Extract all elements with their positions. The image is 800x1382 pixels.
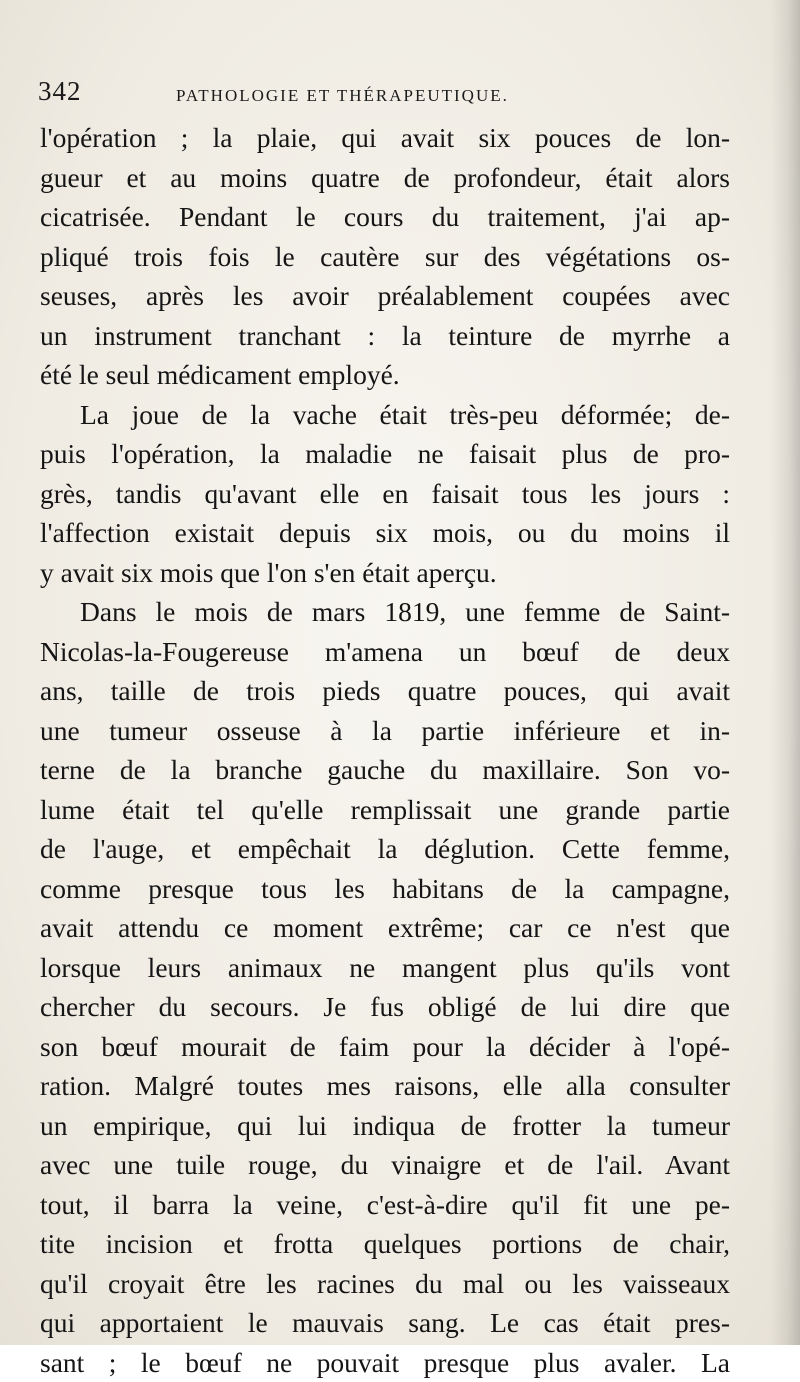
text-line: tite incision et frotta quelques portions de chair, bbox=[40, 1224, 730, 1264]
text-line: qu'il croyait être les racines du mal ou les vaisseaux bbox=[40, 1264, 730, 1304]
text-line: comme presque tous les habitans de la campagne, bbox=[40, 869, 730, 909]
text-line: été le seul médicament employé. bbox=[40, 355, 730, 395]
text-line: son bœuf mourait de faim pour la décider à l'opé- bbox=[40, 1027, 730, 1067]
running-title: PATHOLOGIE ET THÉRAPEUTIQUE. bbox=[176, 86, 509, 106]
text-line: ration. Malgré toutes mes raisons, elle alla consulter bbox=[40, 1066, 730, 1106]
text-line: un instrument tranchant : la teinture de myrrhe a bbox=[40, 316, 730, 356]
text-line: une tumeur osseuse à la partie inférieure et in- bbox=[40, 711, 730, 751]
text-line: lume était tel qu'elle remplissait une grande partie bbox=[40, 790, 730, 830]
text-line: grès, tandis qu'avant elle en faisait tous les jours : bbox=[40, 474, 730, 514]
running-head bbox=[38, 76, 598, 112]
text-line: terne de la branche gauche du maxillaire. Son vo- bbox=[40, 750, 730, 790]
text-line: y avait six mois que l'on s'en était aperçu. bbox=[40, 553, 730, 593]
text-line: pliqué trois fois le cautère sur des végétations os- bbox=[40, 237, 730, 277]
text-line: ans, taille de trois pieds quatre pouces, qui avait bbox=[40, 671, 730, 711]
text-line: sant ; le bœuf ne pouvait presque plus avaler. La bbox=[40, 1343, 730, 1382]
page-edge-shadow bbox=[770, 0, 800, 1345]
text-line: un empirique, qui lui indiqua de frotter la tumeur bbox=[40, 1106, 730, 1146]
text-line: Dans le mois de mars 1819, une femme de Saint- bbox=[40, 592, 730, 632]
text-line: puis l'opération, la maladie ne faisait plus de pro- bbox=[40, 434, 730, 474]
text-line: chercher du secours. Je fus obligé de lui dire que bbox=[40, 987, 730, 1027]
text-line: de l'auge, et empêchait la déglution. Cette femme, bbox=[40, 829, 730, 869]
text-line: gueur et au moins quatre de profondeur, était alors bbox=[40, 158, 730, 198]
text-line: qui apportaient le mauvais sang. Le cas était pres- bbox=[40, 1303, 730, 1343]
text-line: Nicolas-la-Fougereuse m'amena un bœuf de deux bbox=[40, 632, 730, 672]
text-line: tout, il barra la veine, c'est-à-dire qu'il fit une pe- bbox=[40, 1185, 730, 1225]
text-line: avec une tuile rouge, du vinaigre et de l'ail. Avant bbox=[40, 1145, 730, 1185]
text-line: l'affection existait depuis six mois, ou du moins il bbox=[40, 513, 730, 553]
text-line: avait attendu ce moment extrême; car ce n'est que bbox=[40, 908, 730, 948]
text-line: seuses, après les avoir préalablement coupées avec bbox=[40, 276, 730, 316]
text-line: La joue de la vache était très-peu déformée; de- bbox=[40, 395, 730, 435]
text-line: lorsque leurs animaux ne mangent plus qu'ils vont bbox=[40, 948, 730, 988]
text-line: cicatrisée. Pendant le cours du traitement, j'ai ap- bbox=[40, 197, 730, 237]
page-number: 342 bbox=[38, 76, 82, 107]
body-text bbox=[40, 118, 730, 1382]
text-line: l'opération ; la plaie, qui avait six pouces de lon- bbox=[40, 118, 730, 158]
